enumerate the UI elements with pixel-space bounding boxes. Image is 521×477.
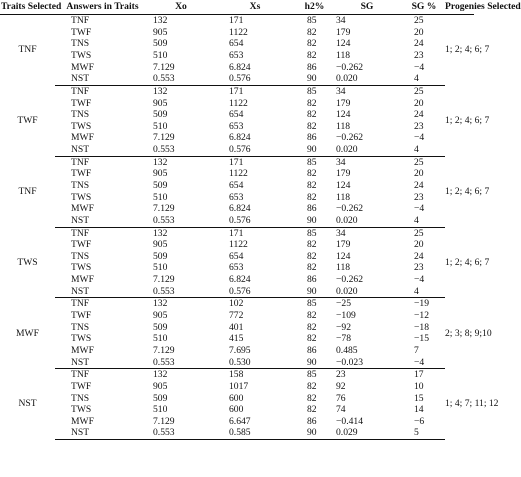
- h2-cell: 90: [298, 427, 331, 439]
- h2-cell: 82: [307, 97, 317, 109]
- h2-cell: 90: [298, 286, 331, 298]
- progenies-selected-cell: 1; 2; 4; 6; 7: [445, 44, 490, 56]
- table-row: [0, 404, 474, 416]
- xo-cell: 0.553: [150, 73, 212, 85]
- answer-cell: TWS: [71, 404, 92, 416]
- sgp-cell: −15: [414, 333, 430, 345]
- xo-cell: 0.553: [150, 357, 212, 369]
- sgp-cell: 15: [414, 392, 424, 404]
- xs-cell: 401: [229, 321, 244, 333]
- h2-cell: 90: [298, 144, 331, 156]
- table-row: [0, 168, 474, 180]
- xs-cell: 415: [229, 333, 244, 345]
- sgp-cell: 25: [414, 85, 424, 97]
- xo-cell: 509: [153, 109, 168, 121]
- sg-cell: 34: [336, 227, 346, 239]
- sgp-cell: −18: [414, 321, 430, 333]
- h2-cell: 82: [307, 120, 317, 132]
- sgp-cell: 24: [414, 179, 424, 191]
- table-row: [0, 251, 474, 263]
- h2-cell: 85: [307, 15, 317, 27]
- xo-cell: 132: [153, 227, 168, 239]
- sgp-cell: −19: [414, 298, 430, 310]
- sgp-cell: 23: [414, 191, 424, 203]
- sg-cell: 118: [336, 191, 351, 203]
- sg-cell: −0.023: [331, 357, 403, 369]
- sg-cell: 0.020: [331, 286, 403, 298]
- xs-cell: 1122: [229, 239, 248, 251]
- xo-cell: 510: [153, 404, 168, 416]
- xo-cell: 132: [153, 85, 168, 97]
- answer-cell: TWS: [71, 120, 92, 132]
- h2-cell: 82: [307, 380, 317, 392]
- xs-cell: 653: [229, 49, 244, 61]
- h2-cell: 86: [307, 415, 317, 427]
- table-row: [0, 286, 474, 298]
- h2-cell: 82: [307, 179, 317, 191]
- header-xo: Xo: [150, 0, 212, 15]
- sg-cell: 34: [336, 15, 346, 27]
- sg-cell: 118: [336, 262, 351, 274]
- h2-cell: 82: [307, 250, 317, 262]
- sg-cell: −0.262: [336, 274, 363, 286]
- sgp-cell: 23: [414, 49, 424, 61]
- h2-cell: 86: [307, 274, 317, 286]
- table-row: [0, 38, 474, 50]
- xs-cell: 171: [229, 227, 244, 239]
- xs-cell: 0.576: [212, 215, 298, 227]
- h2-cell: 82: [307, 49, 317, 61]
- header-row: [0, 0, 474, 15]
- sg-cell: −92: [336, 321, 352, 333]
- sgp-cell: 7: [414, 344, 419, 356]
- answer-cell: TWF: [71, 310, 92, 322]
- xo-cell: 905: [153, 310, 168, 322]
- answer-cell: MWF: [71, 415, 94, 427]
- sg-cell: 0.485: [336, 344, 358, 356]
- xo-cell: 510: [153, 49, 168, 61]
- sgp-cell: 20: [414, 97, 424, 109]
- table-row: [0, 121, 474, 133]
- sgp-cell: −4: [403, 357, 445, 369]
- trait-selected-cell: TNF: [18, 44, 37, 56]
- sg-cell: 118: [336, 49, 351, 61]
- sgp-cell: −4: [414, 132, 425, 144]
- sgp-cell: −4: [414, 61, 425, 73]
- sgp-cell: 25: [414, 156, 424, 168]
- sgp-cell: −12: [414, 310, 430, 322]
- trait-selected-cell: TWS: [17, 256, 38, 268]
- h2-cell: 82: [307, 333, 317, 345]
- answer-cell: MWF: [71, 274, 94, 286]
- h2-cell: 85: [307, 298, 317, 310]
- h2-cell: 85: [307, 369, 317, 381]
- answer-cell: MWF: [71, 132, 94, 144]
- h2-cell: 82: [307, 168, 317, 180]
- table-row: [0, 333, 474, 345]
- sgp-cell: 14: [414, 404, 424, 416]
- trait-selected-cell: NST: [18, 398, 37, 410]
- xo-cell: 7.129: [153, 203, 175, 215]
- table-row: [0, 85, 474, 97]
- h2-cell: 82: [307, 262, 317, 274]
- xs-cell: 653: [229, 120, 244, 132]
- answer-cell: TNS: [71, 250, 90, 262]
- sgp-cell: 23: [414, 262, 424, 274]
- h2-cell: 86: [307, 61, 317, 73]
- sgp-cell: 4: [403, 286, 445, 298]
- answer-cell: NST: [55, 215, 150, 227]
- sg-cell: 0.020: [331, 215, 403, 227]
- sgp-cell: 24: [414, 109, 424, 121]
- sg-cell: 118: [336, 120, 351, 132]
- h2-cell: 85: [307, 227, 317, 239]
- sg-cell: 0.020: [331, 144, 403, 156]
- sg-cell: −78: [336, 333, 352, 345]
- table-row: [0, 215, 474, 227]
- progenies-selected-cell: 1; 2; 4; 6; 7: [445, 114, 490, 126]
- answer-cell: TNF: [71, 227, 90, 239]
- table-row: [0, 310, 474, 322]
- answer-cell: NST: [55, 357, 150, 369]
- sgp-cell: −4: [414, 203, 425, 215]
- xs-cell: 6.647: [229, 415, 251, 427]
- table-row: [0, 427, 474, 439]
- table-row: [0, 357, 474, 369]
- xo-cell: 905: [153, 97, 168, 109]
- sgp-cell: 23: [414, 120, 424, 132]
- xo-cell: 7.129: [153, 61, 175, 73]
- answer-cell: NST: [55, 144, 150, 156]
- trait-selected-cell: MWF: [16, 327, 39, 339]
- xs-cell: 1122: [229, 26, 248, 38]
- xo-cell: 0.553: [150, 286, 212, 298]
- xs-cell: 1122: [229, 168, 248, 180]
- xs-cell: 171: [229, 15, 244, 27]
- h2-cell: 90: [298, 215, 331, 227]
- table-row: [0, 62, 474, 74]
- table-row: [0, 416, 474, 428]
- answer-cell: TNS: [71, 321, 90, 333]
- table-row: [0, 156, 474, 168]
- sg-cell: 124: [336, 179, 351, 191]
- answer-cell: TWS: [71, 333, 92, 345]
- xo-cell: 7.129: [153, 415, 175, 427]
- sgp-cell: 10: [414, 380, 424, 392]
- h2-cell: 82: [307, 26, 317, 38]
- sg-cell: 0.029: [331, 427, 403, 439]
- answer-cell: MWF: [71, 203, 94, 215]
- sgp-cell: 20: [414, 26, 424, 38]
- table-row: [0, 393, 474, 405]
- table-row: [0, 239, 474, 251]
- sg-cell: 34: [336, 85, 346, 97]
- xo-cell: 905: [153, 168, 168, 180]
- table-row: [0, 109, 474, 121]
- answer-cell: TWF: [71, 97, 92, 109]
- xo-cell: 510: [153, 262, 168, 274]
- xs-cell: 772: [229, 310, 244, 322]
- header-xs: Xs: [212, 0, 298, 15]
- xs-cell: 600: [229, 404, 244, 416]
- table-row: [0, 203, 474, 215]
- sg-cell: 179: [336, 26, 351, 38]
- answer-cell: NST: [55, 73, 150, 85]
- table-row: [0, 345, 474, 357]
- answer-cell: TNS: [71, 38, 90, 50]
- xs-cell: 158: [229, 369, 244, 381]
- xs-cell: 654: [229, 179, 244, 191]
- answer-cell: TWF: [71, 239, 92, 251]
- xs-cell: 6.824: [229, 274, 251, 286]
- sg-cell: −0.262: [336, 132, 363, 144]
- table-row: [0, 132, 474, 144]
- sg-cell: 74: [336, 404, 346, 416]
- answer-cell: TNF: [71, 156, 90, 168]
- table-row: [0, 27, 474, 39]
- xs-cell: 171: [229, 85, 244, 97]
- sg-cell: 124: [336, 250, 351, 262]
- answer-cell: TWS: [71, 262, 92, 274]
- sgp-cell: 4: [403, 73, 445, 85]
- xs-cell: 653: [229, 191, 244, 203]
- table-row: [0, 369, 474, 381]
- sg-cell: 179: [336, 97, 351, 109]
- sgp-cell: 25: [414, 227, 424, 239]
- xo-cell: 509: [153, 321, 168, 333]
- answer-cell: TWF: [71, 380, 92, 392]
- table-row: [0, 274, 474, 286]
- table-header: [0, 0, 521, 15]
- h2-cell: 82: [307, 191, 317, 203]
- sg-cell: 124: [336, 38, 351, 50]
- answer-cell: TNF: [71, 298, 90, 310]
- xo-cell: 132: [153, 298, 168, 310]
- table-row: [0, 144, 474, 156]
- sgp-cell: −4: [414, 274, 425, 286]
- xs-cell: 0.530: [212, 357, 298, 369]
- sg-cell: 23: [336, 369, 346, 381]
- xo-cell: 132: [153, 369, 168, 381]
- header-progenies-selected: Progenies Selected: [445, 0, 474, 15]
- h2-cell: 86: [307, 344, 317, 356]
- answer-cell: NST: [55, 427, 150, 439]
- xo-cell: 7.129: [153, 344, 175, 356]
- h2-cell: 82: [307, 310, 317, 322]
- xs-cell: 1017: [229, 380, 249, 392]
- answer-cell: MWF: [71, 344, 94, 356]
- xs-cell: 102: [229, 298, 244, 310]
- sg-cell: 34: [336, 156, 346, 168]
- xs-cell: 7.695: [229, 344, 251, 356]
- h2-cell: 82: [307, 38, 317, 50]
- trait-selected-cell: TWF: [17, 114, 38, 126]
- header-answers-in-traits: Answers in Traits: [55, 0, 150, 15]
- xs-cell: 0.576: [212, 73, 298, 85]
- xo-cell: 509: [153, 38, 168, 50]
- answer-cell: TNF: [71, 85, 90, 97]
- answer-cell: TNS: [71, 179, 90, 191]
- table-row: [0, 262, 474, 274]
- xs-cell: 653: [229, 262, 244, 274]
- answer-cell: TWF: [71, 168, 92, 180]
- sgp-cell: 4: [403, 144, 445, 156]
- table-row: [0, 50, 474, 62]
- sgp-cell: 5: [403, 427, 445, 439]
- sgp-cell: 17: [414, 369, 424, 381]
- xo-cell: 905: [153, 239, 168, 251]
- sg-cell: 124: [336, 109, 351, 121]
- xs-cell: 6.824: [229, 132, 251, 144]
- xo-cell: 0.553: [150, 427, 212, 439]
- table-row: [0, 322, 474, 334]
- xs-cell: 654: [229, 109, 244, 121]
- answer-cell: NST: [55, 286, 150, 298]
- xo-cell: 509: [153, 179, 168, 191]
- sgp-cell: 20: [414, 239, 424, 251]
- progenies-selected-cell: 1; 2; 4; 6; 7: [445, 256, 490, 268]
- header-h2-percent: h2%: [298, 0, 331, 15]
- xs-cell: 171: [229, 156, 244, 168]
- xs-cell: 654: [229, 38, 244, 50]
- sg-cell: −109: [336, 310, 356, 322]
- xo-cell: 7.129: [153, 132, 175, 144]
- sg-cell: −25: [336, 298, 352, 310]
- h2-cell: 82: [307, 404, 317, 416]
- sgp-cell: 24: [414, 38, 424, 50]
- h2-cell: 82: [307, 321, 317, 333]
- xs-cell: 6.824: [229, 61, 251, 73]
- h2-cell: 86: [307, 203, 317, 215]
- sg-cell: −0.262: [336, 61, 363, 73]
- xs-cell: 0.576: [212, 144, 298, 156]
- progenies-selected-cell: 1; 4; 7; 11; 12: [445, 398, 499, 410]
- xs-cell: 0.585: [212, 427, 298, 439]
- sgp-cell: 25: [414, 15, 424, 27]
- h2-cell: 90: [298, 73, 331, 85]
- sgp-cell: 24: [414, 250, 424, 262]
- table-row: [0, 227, 474, 239]
- xo-cell: 509: [153, 250, 168, 262]
- h2-cell: 82: [307, 109, 317, 121]
- h2-cell: 90: [298, 357, 331, 369]
- h2-cell: 82: [307, 392, 317, 404]
- answer-cell: TNS: [71, 392, 90, 404]
- table-row: [0, 298, 474, 310]
- progenies-selected-cell: 1; 2; 4; 6; 7: [445, 185, 490, 197]
- sgp-cell: 4: [403, 215, 445, 227]
- sgp-cell: −6: [414, 415, 425, 427]
- xo-cell: 905: [153, 380, 168, 392]
- xs-cell: 6.824: [229, 203, 251, 215]
- answer-cell: TWF: [71, 26, 92, 38]
- answer-cell: TNF: [71, 369, 90, 381]
- header-sg: SG: [331, 0, 403, 15]
- xo-cell: 509: [153, 392, 168, 404]
- table-row: [0, 192, 474, 204]
- sgp-cell: 20: [414, 168, 424, 180]
- xo-cell: 905: [153, 26, 168, 38]
- header-traits-selected: Traits Selected: [0, 0, 55, 15]
- sg-cell: 0.020: [331, 73, 403, 85]
- header-sg-percent: SG %: [403, 0, 445, 15]
- h2-cell: 82: [307, 239, 317, 251]
- table-row: [0, 15, 474, 27]
- h2-cell: 85: [307, 85, 317, 97]
- sg-cell: 179: [336, 239, 351, 251]
- sg-cell: 92: [336, 380, 346, 392]
- xo-cell: 7.129: [153, 274, 175, 286]
- table-row: [0, 381, 474, 393]
- answer-cell: TNS: [71, 109, 90, 121]
- xo-cell: 132: [153, 15, 168, 27]
- xo-cell: 0.553: [150, 215, 212, 227]
- xs-cell: 0.576: [212, 286, 298, 298]
- xo-cell: 0.553: [150, 144, 212, 156]
- xs-cell: 1122: [229, 97, 248, 109]
- xo-cell: 510: [153, 191, 168, 203]
- xo-cell: 132: [153, 156, 168, 168]
- xo-cell: 510: [153, 120, 168, 132]
- xs-cell: 654: [229, 250, 244, 262]
- sg-cell: −0.262: [336, 203, 363, 215]
- table-row: [0, 73, 474, 85]
- answer-cell: TNF: [71, 15, 90, 27]
- table-row: [0, 97, 474, 109]
- answer-cell: TWS: [71, 49, 92, 61]
- sg-cell: −0.414: [336, 415, 363, 427]
- xo-cell: 510: [153, 333, 168, 345]
- sg-cell: 76: [336, 392, 346, 404]
- table-row: [0, 180, 474, 192]
- answer-cell: TWS: [71, 191, 92, 203]
- answer-cell: MWF: [71, 61, 94, 73]
- h2-cell: 85: [307, 156, 317, 168]
- sg-cell: 179: [336, 168, 351, 180]
- h2-cell: 86: [307, 132, 317, 144]
- trait-selected-cell: TNF: [18, 185, 37, 197]
- table-body: [0, 15, 499, 440]
- xs-cell: 600: [229, 392, 244, 404]
- progenies-selected-cell: 2; 3; 8; 9;10: [445, 327, 492, 339]
